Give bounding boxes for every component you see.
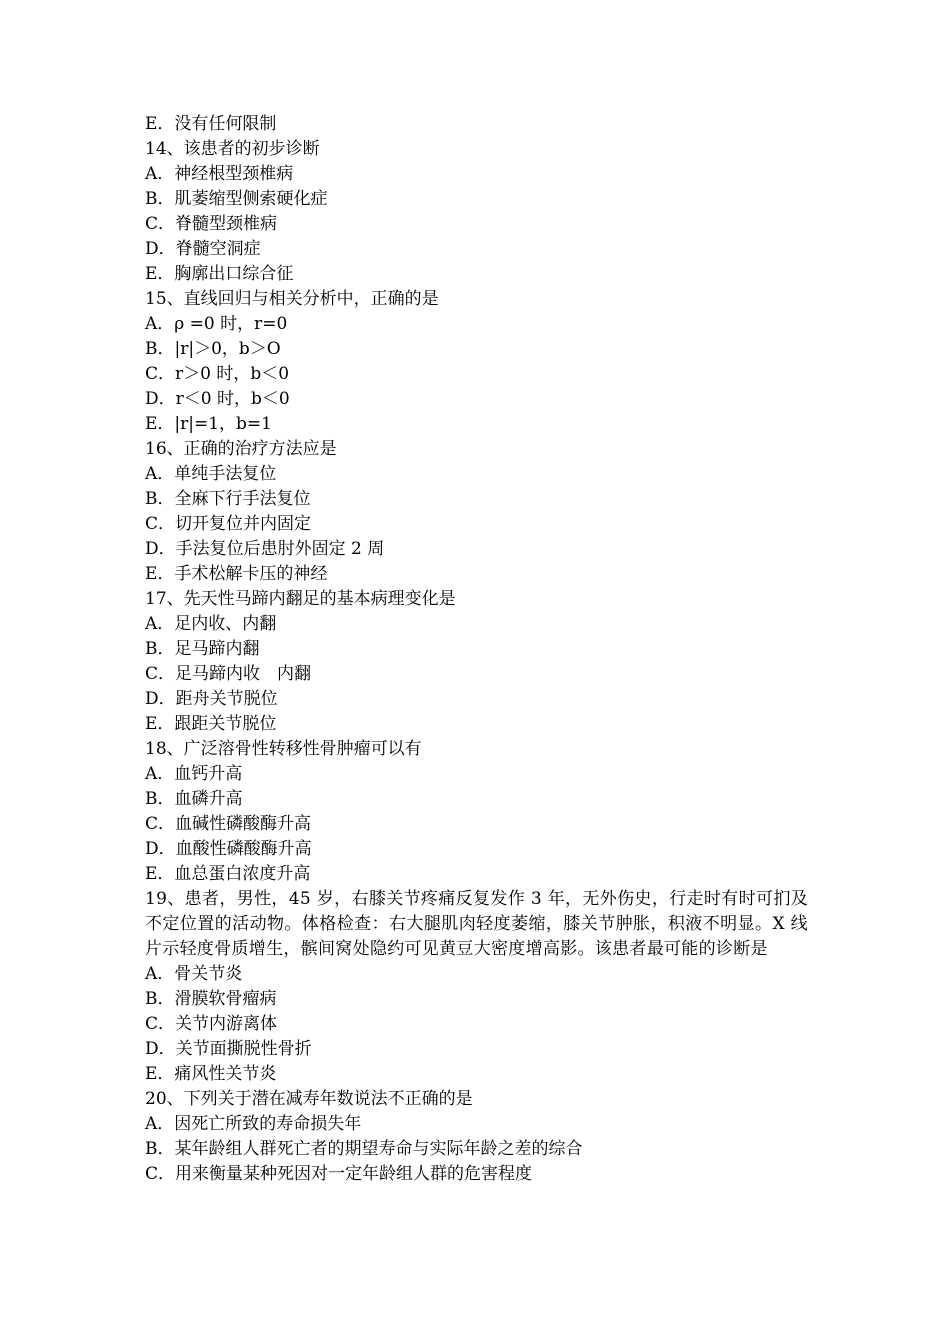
- option-line: C．关节内游离体: [145, 1014, 278, 1034]
- question-line: 14、该患者的初步诊断: [145, 139, 320, 159]
- option-line: D．血酸性磷酸酶升高: [145, 839, 312, 859]
- question-line: 17、先天性马蹄内翻足的基本病理变化是: [145, 589, 456, 609]
- option-line: E．手术松解卡压的神经: [145, 564, 328, 584]
- option-line: C．足马蹄内收 内翻: [145, 664, 312, 684]
- option-line: D．脊髓空洞症: [145, 239, 261, 259]
- option-line: A．骨关节炎: [145, 964, 243, 984]
- option-line: A．足内收、内翻: [145, 614, 277, 634]
- option-line: D．手法复位后患肘外固定 2 周: [145, 539, 385, 559]
- option-line: C．血碱性磷酸酶升高: [145, 814, 312, 834]
- option-line: E．跟距关节脱位: [145, 714, 277, 734]
- option-line: B．血磷升高: [145, 789, 243, 809]
- question-line: 18、广泛溶骨性转移性骨肿瘤可以有: [145, 739, 422, 759]
- option-line: C．用来衡量某种死因对一定年龄组人群的危害程度: [145, 1164, 533, 1184]
- question-line: 16、正确的治疗方法应是: [145, 439, 337, 459]
- option-line: B．足马蹄内翻: [145, 639, 260, 659]
- option-line: D．距舟关节脱位: [145, 689, 278, 709]
- option-line: B．肌萎缩型侧索硬化症: [145, 189, 328, 209]
- option-line: A．血钙升高: [145, 764, 243, 784]
- option-line: A．ρ =0 时，r=0: [145, 314, 288, 334]
- question-line: 15、直线回归与相关分析中，正确的是: [145, 289, 439, 309]
- document-body: [145, 112, 808, 1187]
- option-line: B．某年龄组人群死亡者的期望寿命与实际年龄之差的综合: [145, 1139, 583, 1159]
- option-line: A．单纯手法复位: [145, 464, 277, 484]
- option-line: D．关节面撕脱性骨折: [145, 1039, 312, 1059]
- option-line: C．脊髓型颈椎病: [145, 214, 278, 234]
- option-line: A．因死亡所致的寿命损失年: [145, 1114, 362, 1134]
- option-line: C．r＞0 时，b＜0: [145, 364, 290, 384]
- option-line: B．|r|＞0，b＞O: [145, 339, 281, 359]
- option-line: B．滑膜软骨瘤病: [145, 989, 277, 1009]
- option-line: D．r＜0 时，b＜0: [145, 389, 290, 409]
- option-line: E．|r|=1，b=1: [145, 414, 272, 434]
- option-line: E．没有任何限制: [145, 114, 277, 134]
- option-line: A．神经根型颈椎病: [145, 164, 294, 184]
- question-19-stem: 19、患者，男性，45 岁，右膝关节疼痛反复发作 3 年，无外伤史，行走时有时可扪及不定位置的活动物。体格检查：右大腿肌肉轻度萎缩，膝关节肿胀，积液不明显。X 线片示轻度骨质增生，髌间窝处隐约可见黄豆大密度增高影。该患者最可能的诊断是: [145, 889, 808, 959]
- option-line: E．痛风性关节炎: [145, 1064, 277, 1084]
- option-line: E．血总蛋白浓度升高: [145, 864, 311, 884]
- option-line: C．切开复位并内固定: [145, 514, 312, 534]
- question-line: 20、下列关于潜在减寿年数说法不正确的是: [145, 1089, 473, 1109]
- option-line: E．胸廓出口综合征: [145, 264, 294, 284]
- option-line: B．全麻下行手法复位: [145, 489, 311, 509]
